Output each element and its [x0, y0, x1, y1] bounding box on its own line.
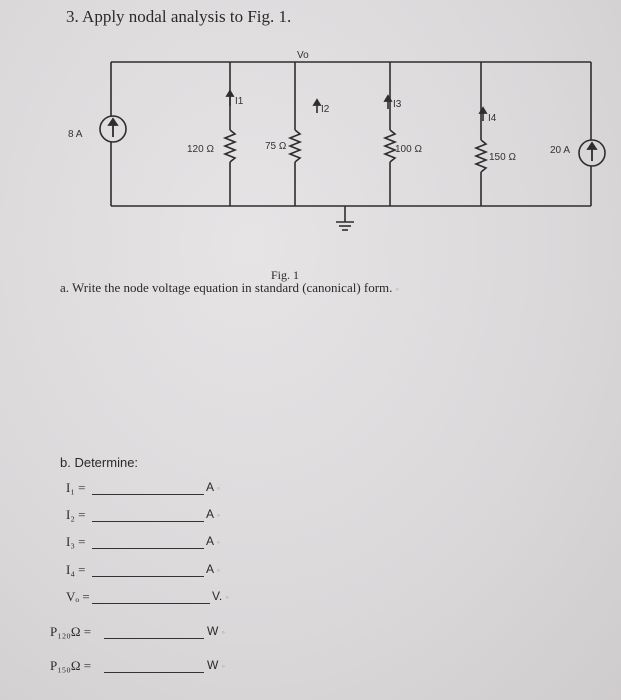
answer-row-i2 — [0, 507, 621, 529]
resistor-120 — [225, 130, 235, 162]
row-label: P₁₅₀Ω = — [50, 658, 92, 673]
edit-mark: ◦ — [395, 284, 399, 294]
answer-blank[interactable] — [92, 548, 204, 549]
answer-row-i1 — [0, 480, 621, 502]
row-label: I₁ = — [66, 480, 86, 495]
resistor-75 — [290, 130, 300, 162]
row-unit: A ◦ — [206, 507, 220, 521]
label-r120: 120 Ω — [187, 144, 214, 155]
part-a-prompt — [60, 280, 399, 296]
part-a-text: a. Write the node voltage equation in standard (canonical) form. — [60, 280, 393, 295]
answer-blank[interactable] — [92, 576, 204, 577]
label-r100: 100 Ω — [395, 144, 422, 155]
answer-blank[interactable] — [92, 521, 204, 522]
label-i4: I4 — [488, 113, 497, 124]
label-8a: 8 A — [68, 129, 83, 140]
row-label: I₄ = — [66, 562, 86, 577]
label-i3: I3 — [393, 99, 402, 110]
resistor-150 — [476, 140, 486, 172]
answer-row-i4 — [0, 562, 621, 584]
label-r150: 150 Ω — [489, 152, 516, 163]
figure-caption: Fig. 1 — [271, 268, 300, 282]
row-unit: W ◦ — [207, 624, 225, 638]
row-unit: A ◦ — [206, 562, 220, 576]
answer-row-vo — [0, 589, 621, 611]
label-20a: 20 A — [550, 145, 571, 156]
question-title: 3. Apply nodal analysis to Fig. 1. — [66, 7, 292, 26]
answer-blank[interactable] — [92, 494, 204, 495]
answer-blank[interactable] — [104, 638, 204, 639]
row-unit: V. ◦ — [212, 589, 229, 603]
row-unit: W ◦ — [207, 658, 225, 672]
label-vo: Vo — [297, 50, 309, 61]
row-label: I₂ = — [66, 507, 86, 522]
resistor-100 — [385, 130, 395, 162]
row-unit: A ◦ — [206, 534, 220, 548]
row-label: Vₒ = — [66, 589, 90, 604]
label-i1: I1 — [235, 96, 244, 107]
row-label: P₁₂₀Ω = — [50, 624, 92, 639]
part-b-heading: b. Determine: — [60, 455, 139, 470]
row-label: I₃ = — [66, 534, 86, 549]
answer-row-p120 — [0, 624, 621, 646]
answer-row-p150 — [0, 658, 621, 680]
label-i2: I2 — [321, 104, 330, 115]
row-unit: A ◦ — [206, 480, 220, 494]
answer-blank[interactable] — [104, 672, 204, 673]
answer-blank[interactable] — [92, 603, 210, 604]
label-r75: 75 Ω — [265, 141, 287, 152]
circuit-diagram — [0, 0, 621, 260]
answer-row-i3 — [0, 534, 621, 556]
